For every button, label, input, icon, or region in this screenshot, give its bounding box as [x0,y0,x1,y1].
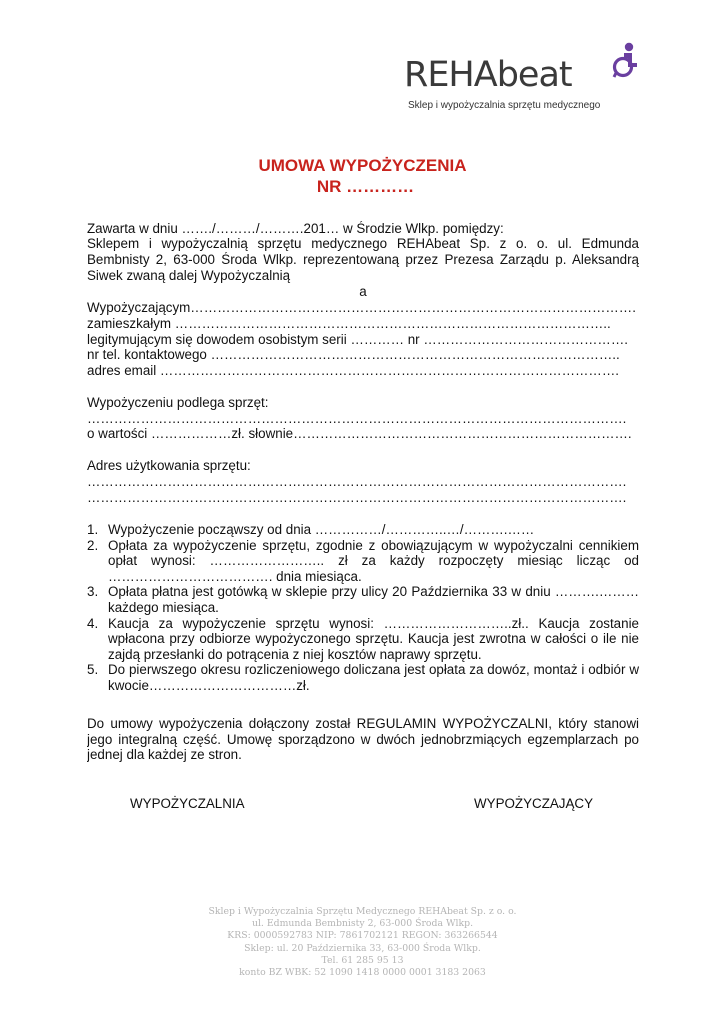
list-item [87,522,639,538]
terms-list [87,522,639,694]
usage-address-line-1: …………………………………………………………………………………………………………. [87,474,627,489]
document-title: UMOWA WYPOŻYCZENIA [258,156,467,175]
client-residence-line: zamieszkałym …………………………………………………………………………………….. [87,316,611,331]
equipment-heading: Wypożyczeniu podlega sprzęt: [87,395,269,410]
list-item-number: 4. [87,615,99,631]
list-item-text: Wypożyczenie począwszy od dnia ……………/…………..…/……….…… [108,522,535,537]
footer-address: ul. Edmunda Bembnisty 2, 63-000 Środa Wlkp. [251,918,474,930]
party-lessor-line-3: Siwek zwaną dalej Wypożyczalnią [87,268,291,283]
list-item-number: 1. [87,522,99,537]
list-item-number: 2. [87,537,99,553]
list-item [87,616,639,663]
logo-tagline: Sklep i wypożyczalnia sprzętu medycznego [408,100,601,111]
logo-brand-text: REHAbeat [404,55,572,95]
footer-bank-account: konto BZ WBK: 52 1090 1418 0000 0001 3183 2063 [239,967,486,979]
client-phone-line: nr tel. kontaktowego ……………………………………………………………………………….. [87,347,620,362]
signature-lessor: WYPOŻYCZALNIA [130,796,245,811]
list-item-text: Opłata płatna jest gotówką w sklepie przy ulicy 20 Października 33 w dniu ……….……… każdego miesiąca. [108,584,639,615]
footer-company-name: Sklep i Wypożyczalnia Sprzętu Medycznego REHAbeat Sp. z o. o. [208,906,517,917]
contract-date-line: Zawarta w dniu ……./………/……….201… w Środzie Wlkp. pomiędzy: [87,221,504,236]
client-id-line: legitymującym się dowodem osobistym serii ………… nr ………………………………………. [87,332,628,347]
signature-lessee: WYPOŻYCZAJĄCY [474,796,594,811]
document-number: NR ………… [316,177,415,196]
equipment-value-line: o wartości ………………zł. słownie…………………………………………………………………. [87,426,632,441]
party-lessor-line-2: Bembnisty 2, 63-000 Środa Wlkp. reprezentowaną przez Prezesa Zarządu p. Aleksandrą [87,252,639,267]
list-item [87,584,639,615]
party-lessor-line-1: Sklepem i wypożyczalnią sprzętu medycznego REHAbeat Sp. z o. o. ul. Edmunda [87,236,639,251]
usage-address-heading: Adres użytkowania sprzętu: [87,458,251,473]
list-item-number: 3. [87,584,99,600]
company-footer [0,906,725,979]
client-email-line: adres email …………………………………………………………………………………………. [87,363,619,378]
list-item-text: Kaucja za wypożyczenie sprzętu wynosi: ………………………..zł.. Kaucja zostanie wpłacona przy odbiorze wypożyczonego sprzętu. Kaucja jest zwrotna w całości o ile nie zajdą przesłanki do potrącenia z niej kosztów naprawy sprzętu. [108,615,639,662]
conjunction-and: a [359,284,367,299]
wheelchair-user-icon [610,42,640,78]
list-item-text: Opłata za wypożyczenie sprzętu, zgodnie z obowiązującym w wypożyczalni cennikiem opłat wynosi: …………………….. zł za każdy rozpoczęty miesiąc licząc od ………………………………. dnia miesiąca. [108,537,639,584]
company-logo [404,42,640,112]
footer-shop-address: Sklep: ul. 20 Października 33, 63-000 Środa Wlkp. [244,942,481,954]
list-item [87,538,639,585]
usage-address-line-2: …………………………………………………………………………………………………………. [87,490,627,505]
client-name-line: Wypożyczającym………………………………………………………………………………………. [87,300,636,315]
footer-phone: Tel. 61 285 95 13 [321,954,404,966]
closing-paragraph: Do umowy wypożyczenia dołączony został REGULAMIN WYPOŻYCZALNI, który stanowi jego integralną część. Umowę sporządzono w dwóch jednobrzmiących egzemplarzach po jednej dla każdej ze stron. [87,716,639,763]
list-item-number: 5. [87,662,99,678]
footer-registry: KRS: 0000592783 NIP: 7861702121 REGON: 363266544 [227,930,498,942]
list-item-text: Do pierwszego okresu rozliczeniowego doliczana jest opłata za dowóz, montaż i odbiór w kwocie……………………………zł. [108,662,639,693]
list-item [87,662,639,693]
equipment-line: …………………………………………………………………………………………………………. [87,411,627,426]
